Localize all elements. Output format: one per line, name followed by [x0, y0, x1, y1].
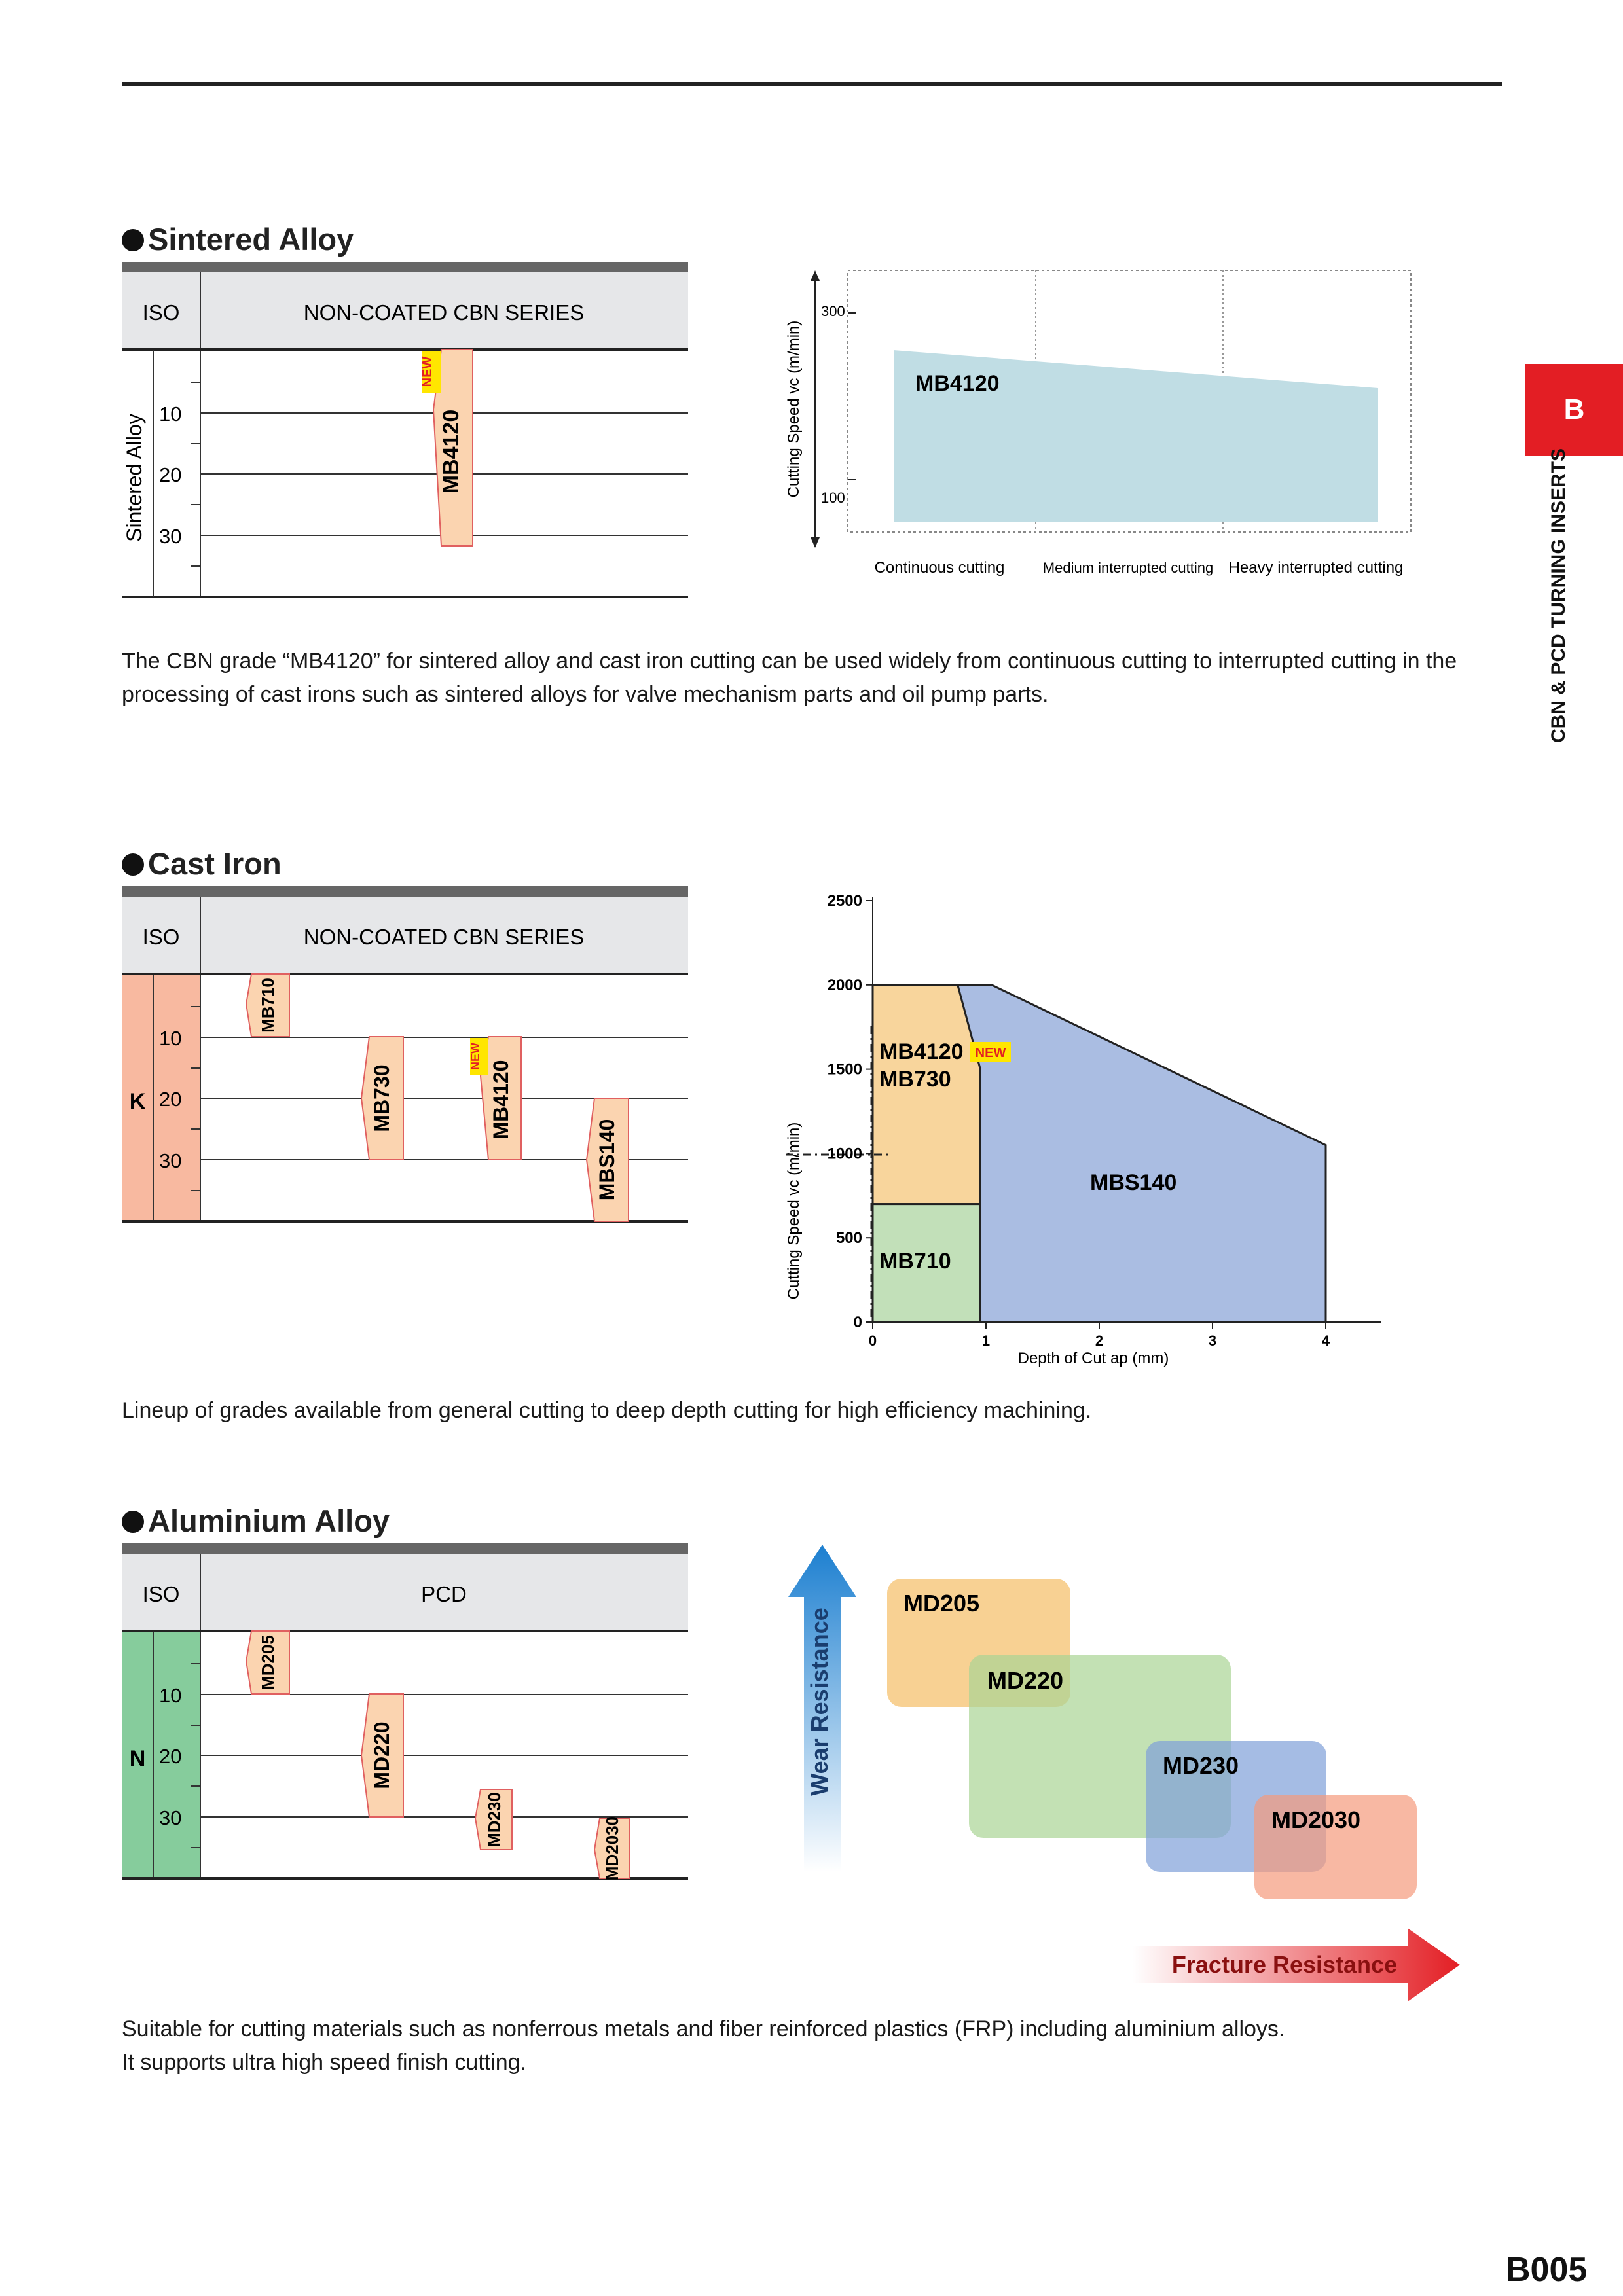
- section-tab-text: CBN & PCD TURNING INSERTS: [1548, 448, 1569, 743]
- aluminium-description-1: Suitable for cutting materials such as nonferrous metals and fiber reinforced plastics (FRP) including aluminium alloys.: [122, 2017, 1285, 2041]
- class-n-label: N: [129, 1746, 146, 1771]
- xtick-label: 2: [1095, 1333, 1104, 1349]
- xtick-label: 3: [1208, 1333, 1217, 1349]
- aluminium-grade-table: [122, 1543, 691, 1884]
- castiron-description: Lineup of grades available from general cutting to deep depth cutting for high efficiency machining.: [122, 1398, 1092, 1423]
- xcat-medium: Medium interrupted cutting: [1042, 560, 1214, 576]
- castiron-title: Cast Iron: [122, 846, 282, 882]
- bullet-icon: [122, 853, 144, 876]
- svg-text:MB710: MB710: [258, 978, 278, 1033]
- region-mb4120: [873, 985, 980, 1204]
- svg-text:20: 20: [159, 1745, 182, 1768]
- svg-text:MD2030: MD2030: [602, 1816, 622, 1881]
- castiron-grade-table: [122, 886, 691, 1227]
- svg-text:MD220: MD220: [370, 1721, 393, 1789]
- iso-header: ISO: [142, 300, 180, 325]
- svg-text:NON-COATED CBN SERIES: NON-COATED CBN SERIES: [303, 925, 585, 949]
- sintered-grade-table: [122, 262, 691, 602]
- tick-30: 30: [159, 525, 182, 548]
- xtick-label: 0: [868, 1333, 877, 1349]
- svg-text:MBS140: MBS140: [595, 1119, 619, 1201]
- grade-label-mb4120: MB4120: [439, 409, 464, 494]
- label-mb730: MB730: [879, 1067, 951, 1092]
- bullet-icon: [122, 229, 144, 251]
- ytick-label: 0: [853, 1314, 862, 1331]
- xtick-label: 4: [1321, 1333, 1330, 1349]
- svg-text:30: 30: [159, 1149, 182, 1172]
- svg-text:10: 10: [159, 1684, 182, 1707]
- aluminium-title: Aluminium Alloy: [122, 1503, 390, 1539]
- label-mb4120: MB4120: [879, 1039, 964, 1064]
- series-header: NON-COATED CBN SERIES: [303, 300, 585, 325]
- x-axis-label: Fracture Resistance: [1171, 1951, 1398, 1978]
- ytick-label: 2500: [827, 892, 862, 910]
- chart-ylabel: Cutting Speed vc (m/min): [785, 1122, 803, 1300]
- label-md230: MD230: [1163, 1752, 1239, 1779]
- label-md2030: MD2030: [1271, 1806, 1361, 1833]
- svg-text:PCD: PCD: [421, 1582, 467, 1606]
- sintered-speed-chart: [779, 265, 1427, 592]
- svg-text:MD230: MD230: [484, 1792, 504, 1847]
- xcat-heavy: Heavy interrupted cutting: [1228, 559, 1404, 577]
- svg-text:ISO: ISO: [142, 925, 180, 949]
- y-axis-label: Wear Resistance: [806, 1607, 833, 1796]
- svg-text:NEW: NEW: [975, 1046, 1006, 1060]
- tick-20: 20: [159, 463, 182, 486]
- chart-ylabel: Cutting Speed vc (m/min): [785, 320, 803, 498]
- svg-text:ISO: ISO: [142, 1582, 180, 1606]
- ytick-label: 1000: [827, 1145, 862, 1163]
- label-mb710: MB710: [879, 1249, 951, 1274]
- label-md205: MD205: [903, 1590, 980, 1617]
- xcat-continuous: Continuous cutting: [874, 559, 1005, 577]
- sintered-description: The CBN grade “MB4120” for sintered alloy and cast iron cutting can be used widely from continuous cutting to interrupted cutting in the processing of cast irons such as sintered alloys for valve mechanism parts and oil pump parts.: [122, 649, 1457, 707]
- svg-text:NEW: NEW: [420, 356, 435, 387]
- ytick-label: 1500: [827, 1060, 862, 1079]
- area-label-mb4120: MB4120: [915, 371, 1000, 396]
- svg-text:20: 20: [159, 1088, 182, 1111]
- svg-text:MD205: MD205: [258, 1635, 278, 1690]
- sintered-title: Sintered Alloy: [122, 221, 354, 257]
- ytick-label: 500: [835, 1229, 862, 1247]
- xtick-label: 1: [981, 1333, 991, 1349]
- svg-text:MB4120: MB4120: [489, 1060, 513, 1139]
- section-tab[interactable]: B: [1525, 364, 1623, 456]
- ytick-300: 300: [821, 303, 845, 319]
- top-rule: [122, 82, 1502, 86]
- svg-text:NEW: NEW: [469, 1043, 482, 1070]
- ytick-100: 100: [821, 490, 845, 506]
- tick-10: 10: [159, 403, 182, 425]
- class-k-label: K: [129, 1089, 146, 1114]
- aluminium-positioning-diagram: [779, 1538, 1486, 2009]
- label-mbs140: MBS140: [1090, 1170, 1177, 1195]
- table-top-bar: [122, 262, 688, 272]
- row-label: Sintered Alloy: [122, 414, 146, 542]
- label-md220: MD220: [987, 1667, 1064, 1694]
- page-number: B005: [1506, 2251, 1588, 2289]
- svg-text:30: 30: [159, 1806, 182, 1829]
- bullet-icon: [122, 1511, 144, 1533]
- ytick-label: 2000: [827, 976, 862, 994]
- chart-xlabel: Depth of Cut ap (mm): [1017, 1350, 1169, 1367]
- svg-text:MB730: MB730: [370, 1064, 393, 1132]
- aluminium-description-2: It supports ultra high speed finish cutting.: [122, 2050, 527, 2075]
- svg-text:10: 10: [159, 1027, 182, 1050]
- castiron-speed-depth-chart: [779, 877, 1395, 1374]
